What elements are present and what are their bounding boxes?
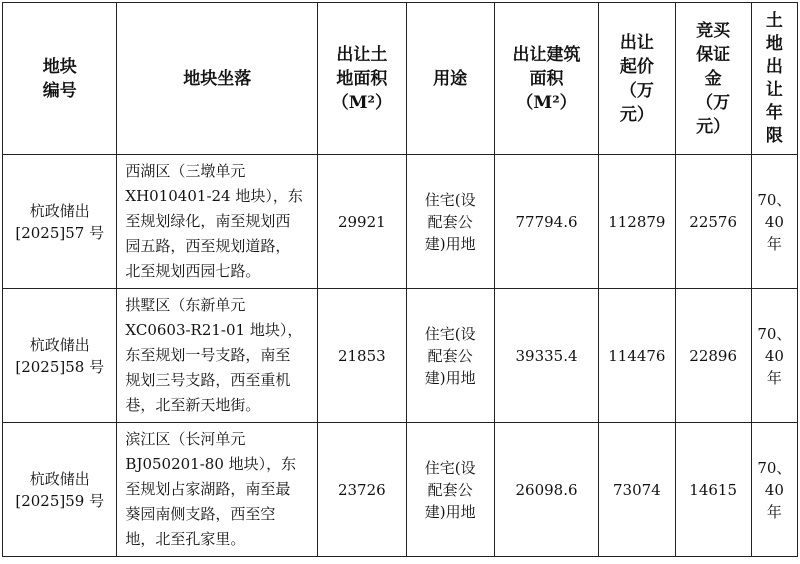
header-row <box>3 3 798 155</box>
land-term: 70、 40 年 <box>751 289 797 423</box>
location-line: 园五路，西至规划道路， <box>125 237 291 255</box>
building-area: 77794.6 <box>494 155 598 289</box>
header-start-price: 出让 起价 （万 元） <box>599 3 675 155</box>
plot-id: 杭政储出 [2025]59 号 <box>3 423 117 557</box>
table-row <box>3 155 798 289</box>
header-plot-id: 地块 编号 <box>3 3 117 155</box>
land-area: 29921 <box>318 155 406 289</box>
location-line: 拱墅区（东新单元 <box>125 296 246 314</box>
location-line: 巷，北至新天地街。 <box>125 396 261 414</box>
plot-id: 杭政储出 [2025]57 号 <box>3 155 117 289</box>
header-location: 地块坐落 <box>117 3 318 155</box>
deposit: 14615 <box>675 423 751 557</box>
location-line: BJ050201-80 地块），东 <box>125 455 297 473</box>
land-auction-table <box>2 2 798 557</box>
header-deposit: 竞买 保证 金 （万 元） <box>675 3 751 155</box>
plot-location <box>117 423 318 557</box>
table-row <box>3 289 798 423</box>
building-area: 26098.6 <box>494 423 598 557</box>
location-line: 葵园南侧支路，西至空 <box>125 505 276 523</box>
land-area: 21853 <box>318 289 406 423</box>
location-line: 北至规划西园七路。 <box>125 262 261 280</box>
land-use: 住宅(设 配套公 建)用地 <box>406 155 494 289</box>
location-line: 地，北至孔家里。 <box>125 530 246 548</box>
table-row <box>3 423 798 557</box>
location-line: 东至规划一号支路，南至 <box>125 346 291 364</box>
plot-id: 杭政储出 [2025]58 号 <box>3 289 117 423</box>
header-term: 土 地 出 让 年 限 <box>751 3 797 155</box>
location-line: XH010401-24 地块），东 <box>125 187 303 205</box>
location-line: 西湖区（三墩单元 <box>125 162 246 180</box>
deposit: 22576 <box>675 155 751 289</box>
location-line: 至规划绿化，南至规划西 <box>125 212 291 230</box>
plot-location <box>117 155 318 289</box>
start-price: 112879 <box>599 155 675 289</box>
location-line: 滨江区（长河单元 <box>125 430 246 448</box>
land-use: 住宅(设 配套公 建)用地 <box>406 423 494 557</box>
header-building-area: 出让建筑 面积 （M²） <box>494 3 598 155</box>
land-use: 住宅(设 配套公 建)用地 <box>406 289 494 423</box>
header-land-area: 出让土 地面积 （M²） <box>318 3 406 155</box>
location-line: XC0603-R21-01 地块）， <box>125 321 303 339</box>
plot-location <box>117 289 318 423</box>
header-use: 用途 <box>406 3 494 155</box>
land-area: 23726 <box>318 423 406 557</box>
land-term: 70、 40 年 <box>751 423 797 557</box>
start-price: 114476 <box>599 289 675 423</box>
location-line: 规划三号支路，西至重机 <box>125 371 291 389</box>
start-price: 73074 <box>599 423 675 557</box>
building-area: 39335.4 <box>494 289 598 423</box>
land-term: 70、 40 年 <box>751 155 797 289</box>
deposit: 22896 <box>675 289 751 423</box>
location-line: 至规划占家湖路，南至最 <box>125 480 291 498</box>
